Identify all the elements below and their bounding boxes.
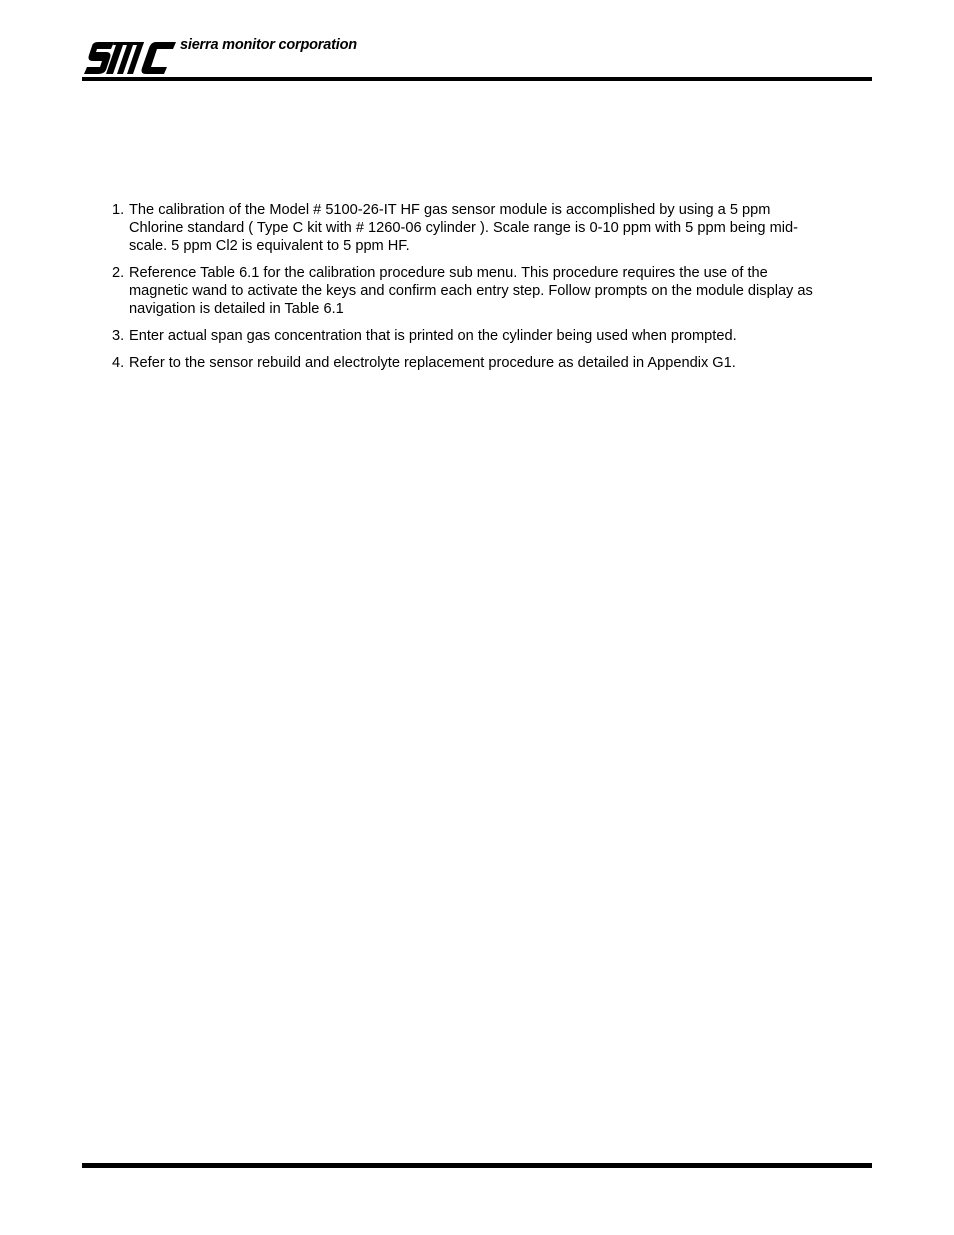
- step-text-line: magnetic wand to activate the keys and confirm each entry step. Follow prompts on the module display as: [129, 283, 813, 299]
- page-header: [84, 36, 872, 76]
- header-divider: [82, 77, 872, 81]
- step-number: 1.: [112, 202, 125, 218]
- step-number: 2.: [112, 265, 125, 281]
- step-text-line: Refer to the sensor rebuild and electrolyte replacement procedure as detailed in Appendix G1.: [129, 355, 736, 371]
- step-text-line: Reference Table 6.1 for the calibration procedure sub menu. This procedure requires the use of the: [129, 265, 768, 281]
- step-text-line: Enter actual span gas concentration that is printed on the cylinder being used when prompted.: [129, 328, 737, 344]
- calibration-steps-list: [112, 201, 872, 381]
- list-item: [112, 264, 872, 318]
- list-item: [112, 354, 872, 372]
- step-text-line: Chlorine standard ( Type C kit with # 1260-06 cylinder ). Scale range is 0-10 ppm with 5 ppm being mid-: [129, 220, 798, 236]
- company-name: sierra monitor corporation: [180, 37, 357, 53]
- smc-logo: [84, 40, 176, 76]
- list-item: [112, 201, 872, 255]
- footer-divider: [82, 1163, 872, 1168]
- step-text-line: The calibration of the Model # 5100-26-IT HF gas sensor module is accomplished by using a 5 ppm: [129, 202, 771, 218]
- step-text-line: scale. 5 ppm Cl2 is equivalent to 5 ppm HF.: [129, 238, 410, 254]
- step-number: 3.: [112, 328, 125, 344]
- step-number: 4.: [112, 355, 125, 371]
- step-text-line: navigation is detailed in Table 6.1: [129, 301, 344, 317]
- list-item: [112, 327, 872, 345]
